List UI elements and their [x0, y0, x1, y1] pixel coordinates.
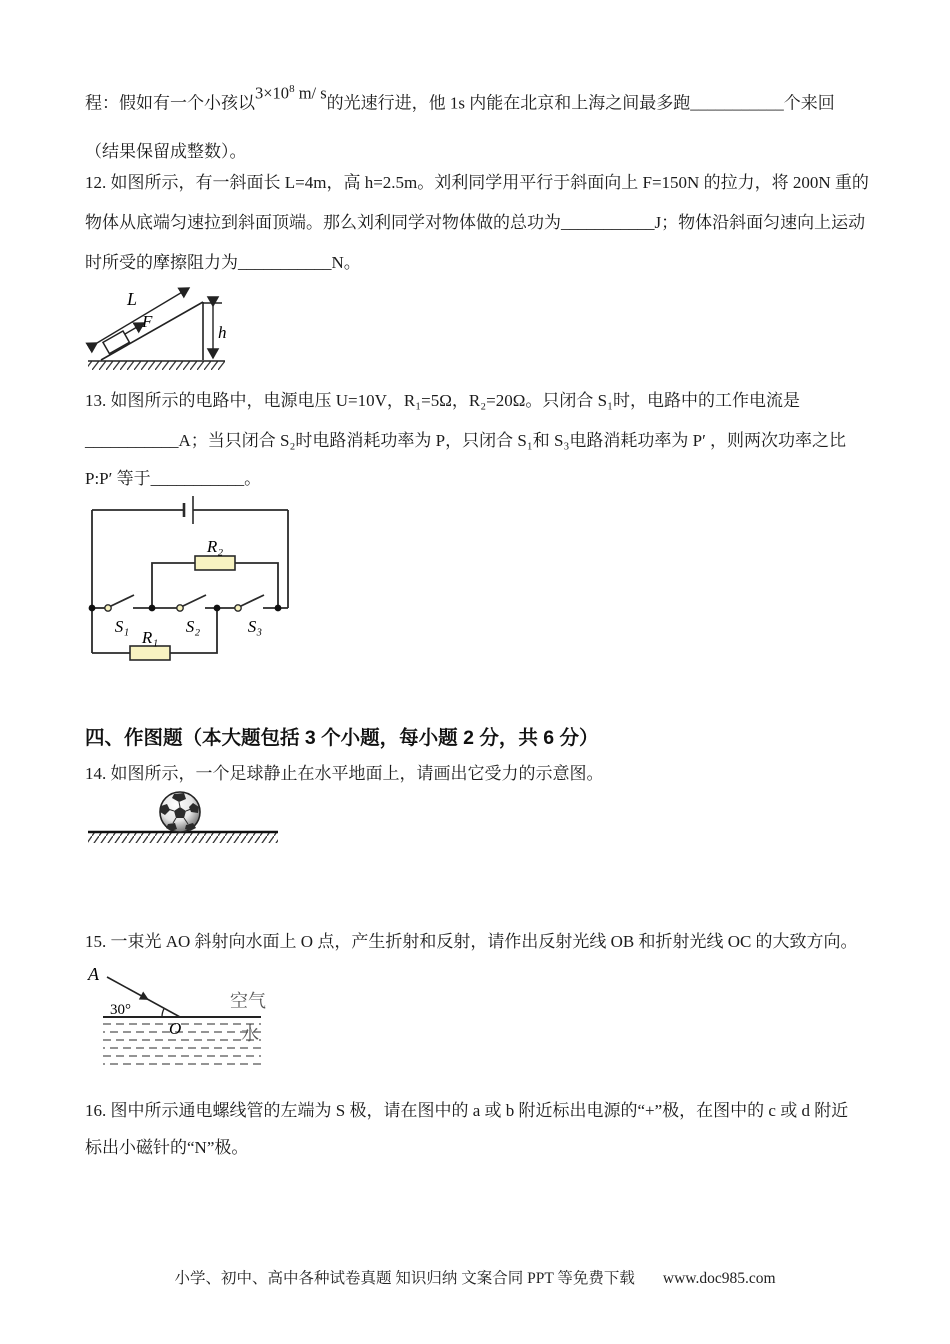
- circuit-diagram: [80, 495, 302, 675]
- q14-line1: 14. 如图所示，一个足球静止在水平地面上，请画出它受力的示意图。: [85, 764, 604, 783]
- q12-line2: 物体从底端匀速拉到斜面顶端。那么刘利同学对物体做的总功为___________J；物体沿斜面匀速向上运动: [85, 213, 866, 232]
- q13-line2: ___________A；当只闭合 S₂时电路消耗功率为 P，只闭合 S₁和 S₃电路消耗功率为 P′ ，则两次功率之比: [85, 431, 847, 450]
- footer-text: 小学、初中、高中各种试卷真题 知识归纳 文案合同 PPT 等免费下载: [174, 1270, 635, 1287]
- inclined-plane-diagram: [85, 280, 235, 372]
- point-a-label: A: [88, 964, 99, 984]
- switch-s2-icon: [177, 595, 206, 611]
- point-o-label: O: [169, 1019, 182, 1038]
- light-refraction-diagram: [85, 962, 277, 1074]
- footer-url[interactable]: www.doc985.com: [662, 1270, 776, 1287]
- water-dashes: [103, 1024, 261, 1064]
- r1-label: R₁: [141, 628, 159, 647]
- angle-label: 30°: [110, 1002, 131, 1018]
- q11-line1-suffix: 的光速行进，他 1s 内能在北京和上海之间最多跑___________个来回: [326, 93, 835, 113]
- q11-line2: （结果保留成整数）。: [85, 142, 247, 161]
- q12-line3: 时所受的摩擦阻力为___________N。: [85, 253, 361, 272]
- height-label: h: [218, 323, 227, 342]
- switch-s1-icon: [105, 595, 134, 611]
- q13-line3: P:P′ 等于___________。: [85, 469, 262, 488]
- s1-label: S₁: [114, 617, 130, 636]
- footer: [0, 1266, 950, 1288]
- angle-arc: [162, 1008, 164, 1017]
- soccer-ball-diagram: [85, 786, 285, 848]
- resistor-r2: [195, 556, 235, 570]
- force-label: F: [142, 312, 153, 331]
- resistor-r1: [130, 646, 170, 660]
- section-4-heading: 四、作图题（本大题包括 3 个小题，每小题 2 分，共 6 分）: [85, 727, 599, 749]
- slope-length-label: L: [127, 289, 138, 309]
- ground-hatching: [88, 361, 225, 370]
- q16-line1: 16. 图中所示通电螺线管的左端为 S 极，请在图中的 a 或 b 附近标出电源的“+”极，在图中的 c 或 d 附近: [85, 1101, 849, 1120]
- battery-icon: [184, 496, 193, 524]
- water-label: 水: [241, 1024, 259, 1044]
- s3-label: S₃: [247, 617, 263, 636]
- q13-line1: 13. 如图所示的电路中，电源电压 U=10V，R₁=5Ω，R₂=20Ω。只闭合 S₁时，电路中的工作电流是: [85, 391, 800, 410]
- q11-line1-prefix: 程：假如有一个小孩以: [85, 93, 255, 113]
- q11-line1: [85, 83, 835, 115]
- ground-hatching: [88, 833, 278, 843]
- s2-label: S₂: [185, 617, 201, 636]
- q12-line1: 12. 如图所示，有一斜面长 L=4m，高 h=2.5m。刘利同学用平行于斜面向上 F=150N 的拉力，将 200N 重的: [85, 173, 869, 192]
- r2-label: R₂: [206, 537, 224, 556]
- switch-s3-icon: [235, 595, 264, 611]
- light-speed-formula: $3\times 10^8$ m/ s: [255, 83, 327, 103]
- air-label: 空气: [230, 991, 266, 1011]
- q16-line2: 标出小磁针的“N”极。: [85, 1138, 249, 1157]
- soccer-ball-icon: [160, 792, 200, 832]
- q15-line1: 15. 一束光 AO 斜射向水面上 O 点，产生折射和反射，请作出反射光线 OB 和折射光线 OC 的大致方向。: [85, 932, 858, 951]
